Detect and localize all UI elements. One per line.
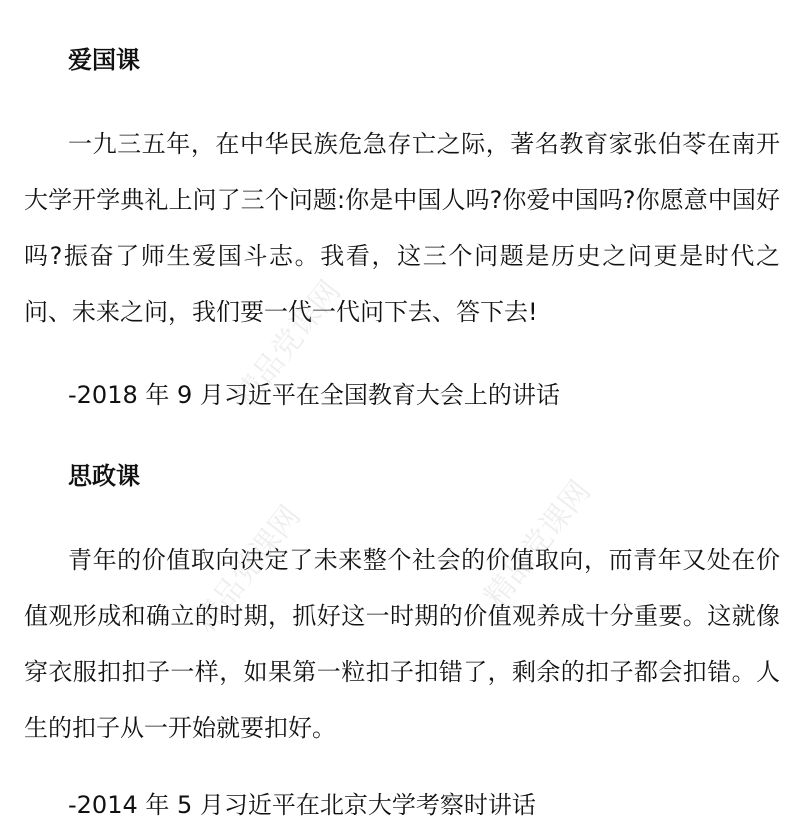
section-body: 青年的价值取向决定了未来整个社会的价值取向，而青年又处在价值观形成和确立的时期，抓好这一时期的价值观养成十分重要。这就像穿衣服扣扣子一样，如果第一粒扣子扣错了，剩余的扣子都会扣错。人生的扣子从一开始就要扣好。	[24, 546, 780, 742]
section-body: 一九三五年，在中华民族危急存亡之际，著名教育家张伯苓在南开大学开学典礼上问了三个问题:你是中国人吗?你爱中国吗?你愿意中国好吗?振奋了师生爱国斗志。我看，这三个问题是历史之问更是时代之问、未来之问，我们要一代一代问下去、答下去!	[24, 130, 780, 326]
section-source: -2014 年 5 月习近平在北京大学考察时讲话	[68, 791, 536, 819]
section-source: -2018 年 9 月习近平在全国教育大会上的讲话	[68, 381, 560, 409]
section-heading: 爱国课	[68, 46, 140, 74]
section-heading: 思政课	[68, 462, 140, 490]
watermark: 精品党课网	[477, 474, 598, 615]
watermark: 精品党课网	[187, 499, 308, 640]
watermark: 精品党课网	[227, 274, 348, 415]
